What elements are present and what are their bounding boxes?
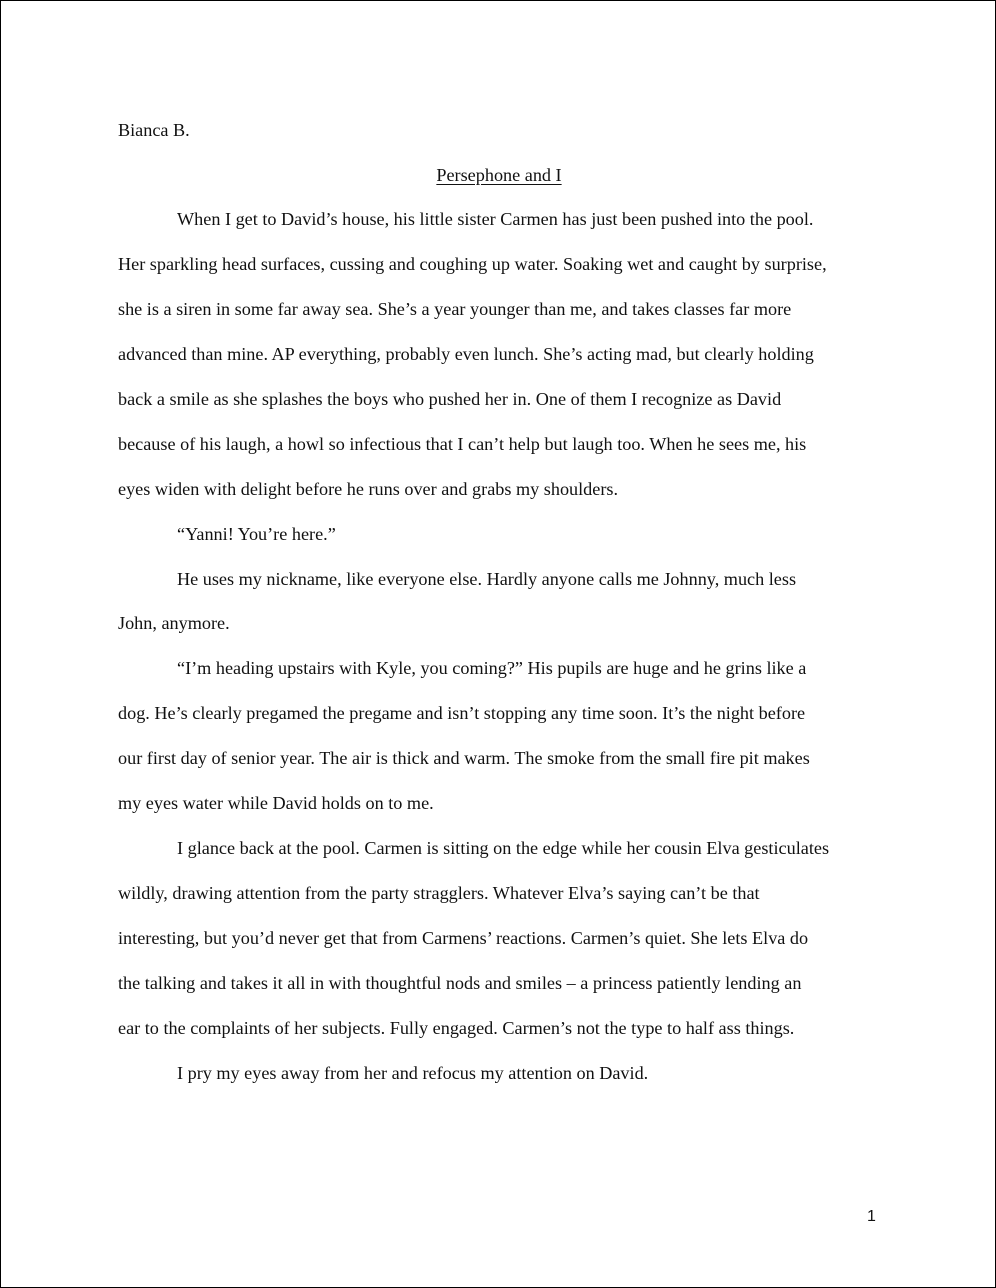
text-line: “Yanni! You’re here.” (177, 523, 336, 544)
text-line: eyes widen with delight before he runs over and grabs my shoulders. (118, 478, 619, 499)
document-title: Persephone and I (436, 165, 562, 185)
text-line: He uses my nickname, like everyone else. Hardly anyone calls me Johnny, much less (177, 568, 797, 589)
text-line: Her sparkling head surfaces, cussing and coughing up water. Soaking wet and caught by surprise, (118, 253, 827, 274)
text-line: John, anymore. (118, 613, 230, 634)
text-line: “I’m heading upstairs with Kyle, you coming?” His pupils are huge and he grins like a (177, 658, 807, 679)
text-line: When I get to David’s house, his little sister Carmen has just been pushed into the pool. (177, 209, 814, 229)
text-line: because of his laugh, a howl so infectious that I can’t help but laugh too. When he sees me, his (118, 433, 807, 454)
text-line: I glance back at the pool. Carmen is sitting on the edge while her cousin Elva gesticulates (177, 838, 830, 859)
text-line: ear to the complaints of her subjects. Fully engaged. Carmen’s not the type to half ass things. (118, 1017, 795, 1038)
text-line: my eyes water while David holds on to me. (118, 793, 434, 814)
text-line: back a smile as she splashes the boys who pushed her in. One of them I recognize as David (118, 388, 782, 409)
text-line: the talking and takes it all in with thoughtful nods and smiles – a princess patiently lending an (118, 972, 802, 993)
text-line: I pry my eyes away from her and refocus my attention on David. (177, 1062, 649, 1083)
text-line: wildly, drawing attention from the party stragglers. Whatever Elva’s saying can’t be that (118, 883, 760, 904)
page-number: 1 (867, 1208, 876, 1225)
document-title-line (1, 164, 996, 186)
text-line: interesting, but you’d never get that from Carmens’ reactions. Carmen’s quiet. She lets Elva do (118, 928, 809, 948)
text-line: dog. He’s clearly pregamed the pregame and isn’t stopping any time soon. It’s the night before (118, 703, 806, 724)
body-text (118, 197, 898, 1096)
text-line: our first day of senior year. The air is thick and warm. The smoke from the small fire pit makes (118, 748, 810, 769)
author-name: Bianca B. (118, 120, 190, 140)
text-line: advanced than mine. AP everything, probably even lunch. She’s acting mad, but clearly holding (118, 343, 814, 364)
text-line: she is a siren in some far away sea. She’s a year younger than me, and takes classes far more (118, 298, 792, 319)
